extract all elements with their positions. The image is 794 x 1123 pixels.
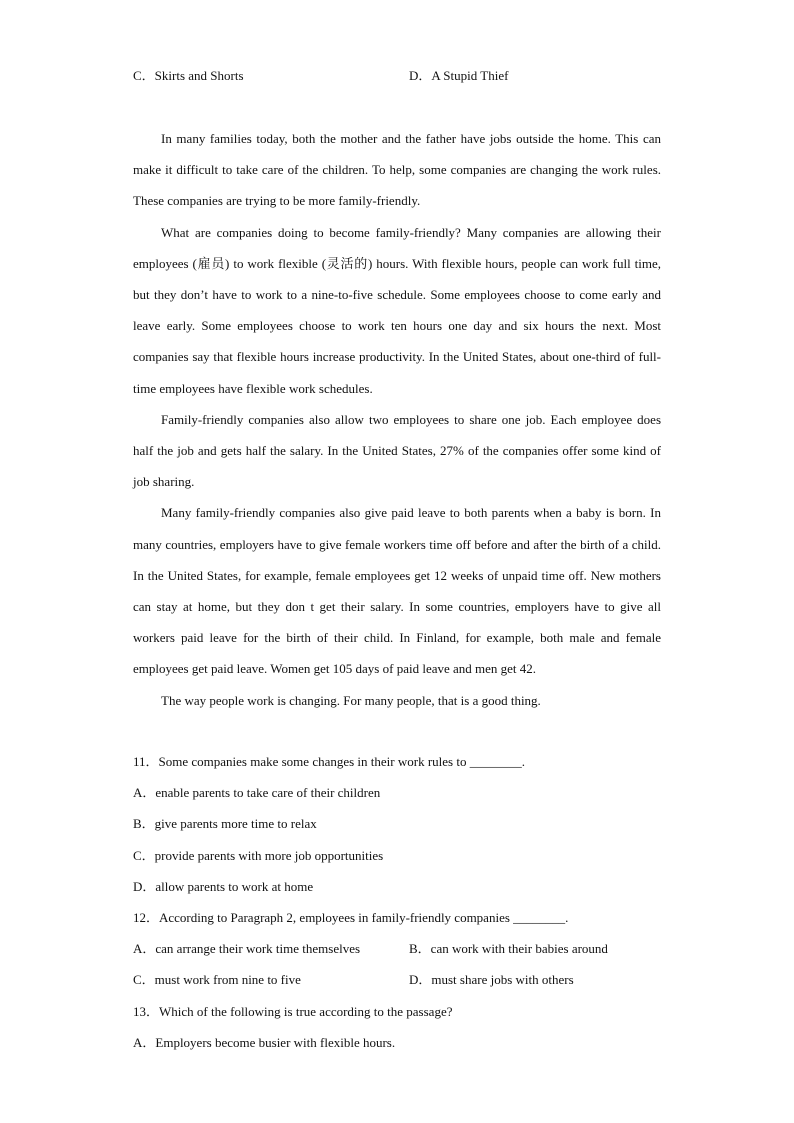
- question-13-stem: 13．Which of the following is true according to the passage?: [133, 1004, 453, 1019]
- question-11-option-c: C．provide parents with more job opportunities: [133, 848, 384, 863]
- question-12-option-a: A．can arrange their work time themselves: [133, 941, 361, 956]
- prev-option-d: D．A Stupid Thief: [409, 68, 509, 83]
- prev-option-c: C．Skirts and Shorts: [133, 68, 244, 83]
- passage-paragraph-5: The way people work is changing. For many people, that is a good thing.: [161, 692, 541, 708]
- question-12-stem: 12．According to Paragraph 2, employees in family-friendly companies ________.: [133, 910, 569, 925]
- passage-paragraph-1: In many families today, both the mother and the father have jobs outside the home. This can make it difficult to take care of the children. To help, some companies are changing the work rules. These companies are trying to be more family-friendly.: [133, 131, 661, 209]
- question-12-option-d: D．must share jobs with others: [409, 972, 574, 987]
- question-11-stem: 11．Some companies make some changes in their work rules to ________.: [133, 754, 525, 769]
- passage: [133, 123, 661, 716]
- question-12-option-b: B．can work with their babies around: [409, 941, 608, 956]
- question-11-option-d: D．allow parents to work at home: [133, 879, 314, 894]
- passage-paragraph-2: What are companies doing to become family-friendly? Many companies are allowing their employees (雇员) to work flexible (灵活的) hours. With flexible hours, people can work full time, but they don’t have to work to a nine-to-five schedule. Some employees choose to come early and leave early. Some employees choose to work ten hours one day and six hours the next. Most companies say that flexible hours increase productivity. In the United States, about one-third of full-time employees have flexible work schedules.: [133, 224, 661, 396]
- question-12-option-c: C．must work from nine to five: [133, 972, 301, 987]
- question-13-option-a: A．Employers become busier with flexible hours.: [133, 1035, 396, 1050]
- passage-paragraph-3: Family-friendly companies also allow two employees to share one job. Each employee does half the job and gets half the salary. In the United States, 27% of the companies offer some kind of job sharing.: [133, 411, 661, 490]
- question-11-option-a: A．enable parents to take care of their children: [133, 785, 381, 800]
- passage-paragraph-4: Many family-friendly companies also give paid leave to both parents when a baby is born. In many countries, employers have to give female workers time off before and after the birth of a child. In the United States, for example, female employees get 12 weeks of unpaid time off. New mothers can stay at home, but they don t get their salary. In some countries, employers have to give all workers paid leave for the birth of their child. In Finland, for example, both male and female employees get paid leave. Women get 105 days of paid leave and men get 42.: [133, 505, 661, 677]
- question-11-option-b: B．give parents more time to relax: [133, 816, 317, 831]
